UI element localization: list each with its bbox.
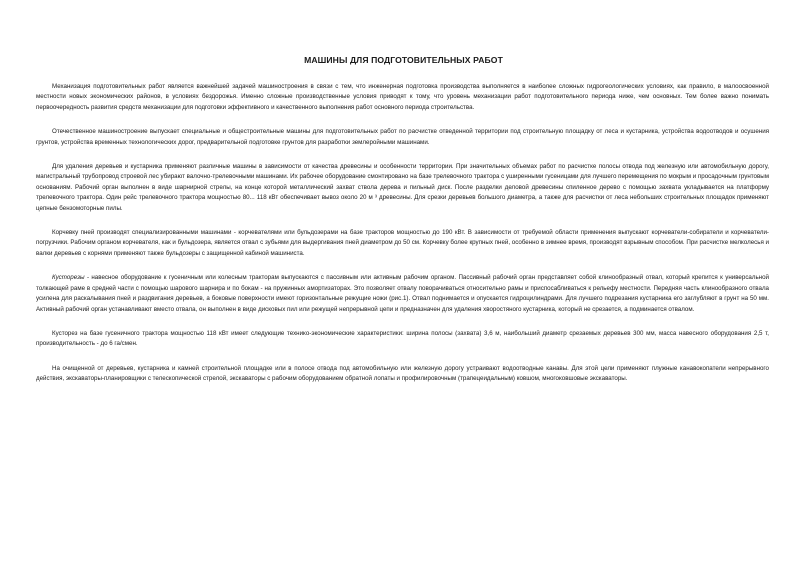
document-body (36, 82, 769, 399)
paragraph-brush-cutter-specs (36, 329, 769, 350)
paragraph-tree-removal (36, 162, 769, 214)
paragraph-text: Корчевку пней производят специализированными машинами - корчевателями или бульдозерами на базе тракторов мощностью до 190 кВт. В зависимости от требуемой области применения выпускают корчеватели-собиратели и корчеватели-погрузчики. Рабочим органом корчевателя, как и бульдозера, является отвал с зубьями для выдергивания пней диаметром до 50 см. Корчевку более крупных пней, особенно в зимнее время, производят взрывным способом. При расчистке мелколесья и валки деревьев с корнями применяют также бульдозеры с защищенной кабиной машиниста. (36, 229, 769, 257)
paragraph-text: - навесное оборудование к гусеничным или колесным тракторам выпускаются с пассивным или активным рабочим органом. Пассивный рабочий орган представляет собой клинообразный отвал, который крепится к универсальной толкающей раме в средней части с помощью шарового шарнира и по бокам - на пружинных амортизаторах. Это позволяет отвалу поворачиваться относительно рамы и приспосабливаться к рельефу местности. Передняя часть клинообразного отвала усилена для раскалывания пней и раздвигания деревьев, а боковые поверхности имеют горизонтальные режущие ножи (рис.1). Отвал поднимается и опускается гидроцилиндрами. Для лучшего подрезания кустарника его заглубляют в грунт на 50 мм. Активный рабочий орган устанавливают вместо отвала, он выполнен в виде дисковых пил или режущей непрерывной цепи и предназначен для удаления хворостяного кустарника, который не срезается, а подминается отвалом. (36, 274, 769, 313)
paragraph-brush-cutters (36, 273, 769, 315)
paragraph-intro (36, 82, 769, 113)
paragraph-text: Механизация подготовительных работ является важнейшей задачей машиностроения в связи с тем, что инженерная подготовка производства выполняется в наиболее сложных гидрогеологических условиях, как правило, в малоосвоенной местности новых экономических районов, в условиях бездорожья. Именно сложные производственные условия приводят к тому, что уровень механизации работ подготовительного периода ниже, чем основных. Тем более важно понимать первоочередность развития средств механизации для подготовки эффективного и качественного выполнения работ основного периода строительства. (36, 83, 769, 111)
page-title: МАШИНЫ ДЛЯ ПОДГОТОВИТЕЛЬНЫХ РАБОТ (304, 55, 503, 65)
paragraph-text: На очищенной от деревьев, кустарника и камней строительной площадке или в полосе отвода под автомобильную или железную дорогу устраивают водоотводные канавы. Для этой цели применяют плужные канавокопатели непрерывного действия, экскаваторы-планировщики с телескопической стрелой, экскаваторы с рабочим оборудованием обратной лопаты и профилировочным (трапецеидальным) ковшом, многоковшовые экскаваторы. (36, 364, 769, 383)
paragraph-text: Кусторез на базе гусеничного трактора мощностью 118 кВт имеет следующие технико-экономические характеристики: ширина полосы (захвата) 3,6 м, наибольший диаметр срезаемых деревьев 300 мм, масса навесного оборудования 2,5 т, производительность - до 6 га/смен. (36, 329, 769, 348)
paragraph-drainage (36, 364, 769, 385)
paragraph-stump-removal (36, 228, 769, 259)
paragraph-text: Отечественное машиностроение выпускает специальные и общестроительные машины для подготовительных работ по расчистке отведенной территории под строительную площадку от леса и кустарника, устройства водоотводов и осушения грунтов, устройства временных технологических дорог, предварительной подготовке грунтов для разработки землеройными машинами. (36, 128, 769, 146)
term-brush-cutters: Кусторезы (52, 274, 85, 282)
paragraph-machinery-overview (36, 127, 769, 148)
paragraph-text: Для удаления деревьев и кустарника применяют различные машины в зависимости от качества древесины и особенности территории. При значительных объемах работ по расчистке полосы отвода под железную или автомобильную дорогу, магистральный трубопровод строевой лес убирают валочно-трелевочными машинами. Их рабочее оборудование смонтировано на базе трелевочного трактора с уширенными гусеницами для лучшего перемещения по мокрым и просадочным грунтовым основаниям. Рабочий орган выполнен в виде шарнирной стрелы, на конце которой металлический захват ствола дерева и пильный диск. После разделки деловой древесины спиленное дерево с помощью захвата укладывается на платформу трелевочного трактора. Один рейс трелевочного трактора мощностью 80... 118 кВт обеспечивает вывоз около 20 м ³ древесины. Для срезки деревьев большого диаметра, а также для расчистки от леса небольших строительных площадок применяют цепные бензомоторные пилы. (36, 163, 769, 212)
